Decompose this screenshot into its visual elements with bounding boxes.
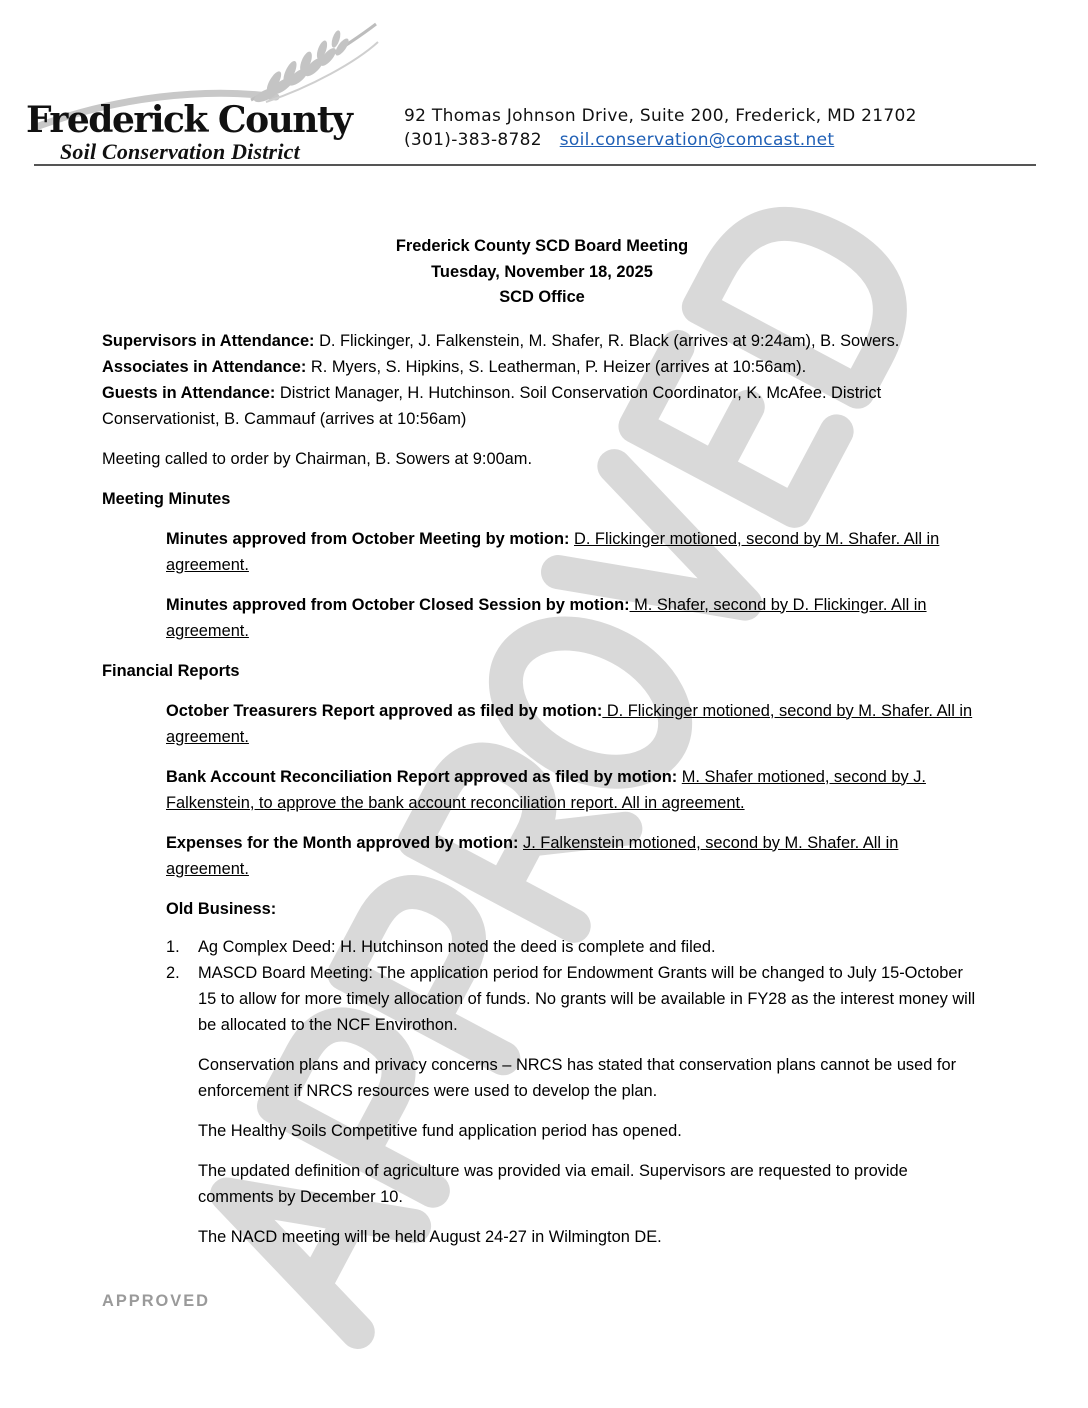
old-business-note: The updated definition of agriculture was provided via email. Supervisors are requested to provide comments by December 10. bbox=[198, 1161, 908, 1206]
logo-org-name: Frederick County bbox=[26, 99, 352, 141]
call-to-order: Meeting called to order by Chairman, B. Sowers at 9:00am. bbox=[102, 449, 533, 468]
motion-label: Minutes approved from October Meeting by motion: bbox=[166, 529, 570, 548]
section-heading-financial-reports: Financial Reports bbox=[102, 661, 240, 680]
motion-label: Bank Account Reconciliation Report approved as filed by motion: bbox=[166, 767, 678, 786]
list-item bbox=[166, 960, 982, 1038]
motion-item bbox=[166, 764, 982, 816]
attendance-text: District Manager, H. Hutchinson. Soil Conservation Coordinator, K. McAfee. District Conservationist, B. Cammauf (arrives at 10:56am) bbox=[102, 383, 882, 428]
attendance-block bbox=[102, 328, 982, 432]
motion-text: M. Shafer, second by D. Flickinger. All in agreement. bbox=[166, 595, 927, 640]
header-divider bbox=[34, 164, 1036, 166]
motion-label: Minutes approved from October Closed Session by motion: bbox=[166, 595, 630, 614]
phone-email-line bbox=[404, 128, 917, 152]
old-business-note: The Healthy Soils Competitive fund application period has opened. bbox=[198, 1121, 682, 1140]
motion-text: M. Shafer motioned, second by J. Falkenstein, to approve the bank account reconciliation report. All in agreement. bbox=[166, 767, 926, 812]
list-text: MASCD Board Meeting: The application period for Endowment Grants will be changed to July 15-October 15 to allow for more timely allocation of funds. No grants will be available in FY28 as the interest money will be allocated to the NCF Envirothon. bbox=[198, 963, 976, 1034]
section-heading-meeting-minutes: Meeting Minutes bbox=[102, 489, 231, 508]
old-business-note: The NACD meeting will be held August 24-27 in Wilmington DE. bbox=[198, 1227, 662, 1246]
phone-number: (301)-383-8782 bbox=[404, 130, 542, 150]
list-item bbox=[166, 934, 982, 960]
motion-text: J. Falkenstein motioned, second by M. Shafer. All in agreement. bbox=[166, 833, 899, 878]
meeting-minutes-body bbox=[102, 234, 982, 1250]
financial-report-motions bbox=[166, 698, 982, 922]
approved-watermark-label: APPROVED bbox=[102, 1292, 210, 1310]
district-logo bbox=[26, 22, 386, 164]
contact-block bbox=[404, 104, 917, 152]
section-heading-old-business bbox=[166, 896, 982, 922]
motion-label: October Treasurers Report approved as filed by motion: bbox=[166, 701, 603, 720]
attendance-text: D. Flickinger, J. Falkenstein, M. Shafer, R. Black (arrives at 9:24am), B. Sowers. bbox=[314, 331, 900, 350]
address: 92 Thomas Johnson Drive, Suite 200, Frederick, MD 21702 bbox=[404, 106, 917, 126]
old-business-heading: Old Business: bbox=[166, 899, 277, 918]
motion-text: D. Flickinger motioned, second by M. Shafer. All in agreement. bbox=[166, 701, 973, 746]
logo-org-subtitle: Soil Conservation District bbox=[60, 139, 300, 164]
motion-item bbox=[166, 698, 982, 750]
meeting-minutes-motions bbox=[166, 526, 982, 644]
meeting-date: Tuesday, November 18, 2025 bbox=[431, 262, 653, 281]
list-number: 1. bbox=[166, 937, 180, 956]
attendance-guests bbox=[102, 380, 982, 432]
motion-item bbox=[166, 830, 982, 882]
attendance-associates bbox=[102, 354, 982, 380]
attendance-label: Associates in Attendance: bbox=[102, 357, 307, 376]
meeting-title: Frederick County SCD Board Meeting bbox=[395, 237, 689, 255]
motion-item bbox=[166, 592, 982, 644]
old-business-list bbox=[166, 934, 982, 1038]
attendance-supervisors bbox=[102, 328, 982, 354]
old-business-note: Conservation plans and privacy concerns – NRCS has stated that conservation plans cannot be used for enforcement if NRCS resources were used to develop the plan. bbox=[198, 1055, 957, 1100]
list-text: Ag Complex Deed: H. Hutchinson noted the deed is complete and filed. bbox=[198, 937, 716, 956]
meeting-location: SCD Office bbox=[499, 288, 585, 306]
meeting-title-block bbox=[102, 234, 982, 311]
attendance-text: R. Myers, S. Hipkins, S. Leatherman, P. Heizer (arrives at 10:56am). bbox=[306, 357, 807, 376]
email-link[interactable]: soil.conservation@comcast.net bbox=[559, 130, 835, 150]
attendance-label: Guests in Attendance: bbox=[102, 383, 276, 402]
list-number: 2. bbox=[166, 963, 180, 982]
motion-text: D. Flickinger motioned, second by M. Shafer. All in agreement. bbox=[166, 529, 940, 574]
motion-item bbox=[166, 526, 982, 578]
motion-label: Expenses for the Month approved by motion: bbox=[166, 833, 519, 852]
attendance-label: Supervisors in Attendance: bbox=[102, 331, 315, 350]
